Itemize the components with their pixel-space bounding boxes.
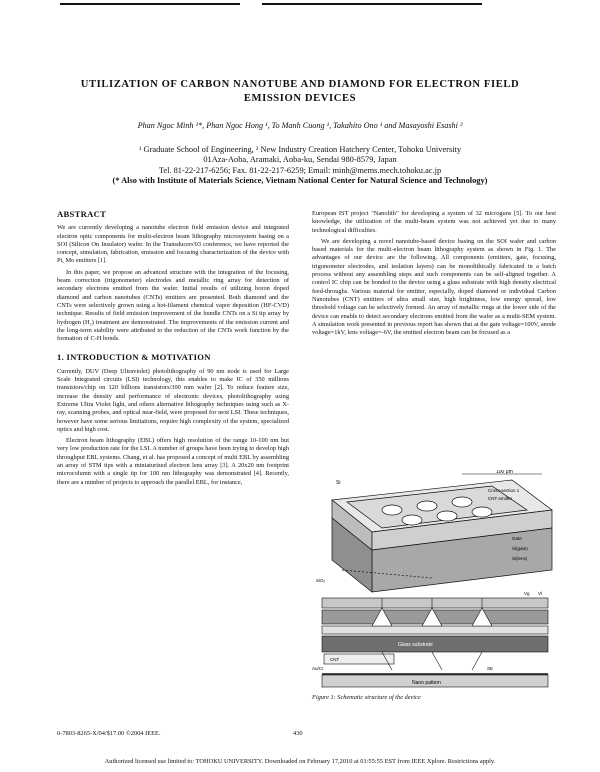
paper-title: UTILIZATION OF CARBON NANOTUBE AND DIAMOND FOR ELECTRON FIELD EMISSION DEVICES — [80, 79, 520, 104]
figure-label-top-dim: 100 μm — [496, 470, 513, 475]
body-paragraph: European IST project "Nanolith" for developing a system of 32 microguns [5]. To our best knowledge, the utilization of the multi-beam system was not achieved yet due to many technological difficulties. — [312, 210, 556, 234]
affiliation-line: ¹ Graduate School of Engineering, ² New Industry Creation Hatchery Center, Tohoku University — [138, 145, 462, 154]
top-rule-right — [262, 3, 482, 5]
affiliation-line: 01Aza-Aoba, Aramaki, Aoba-ku, Sendai 980-8579, Japan — [203, 155, 397, 165]
abstract-heading: ABSTRACT — [57, 209, 107, 219]
figure-caption: Figure 1: Schematic structure of the device — [312, 694, 421, 701]
figure-label: Cross-section 1 — [488, 488, 520, 493]
body-paragraph: We are developing a novel nanotube-based device basing on the SOI wafer and carbon based materials for the multi-electron beam lithography system as shown in Fig. 1. The advantages of our device are the following. All components (emitters, gate, focusing, trigonometer electrodes, and isolation layers) can be monolithically fabricated in a batch process without any assembling steps and such components can be self-aligned together. A control IC chip can be bonded to the device using a glass substrate with high density electrical feed-throughs. Various material for emitter, especially, doped diamond or individual Carbon Nanotubes (CNT) emitters of ultra small size, high brightness, low energy spread, low threshold voltage can be selectively formed. An array of metallic rings at the lower side of the device can enable to detect secondary electrons emitted from the wafer as a multi-SEM system. A simulation work presented in previous report has shown that at the gate voltage=100V, anode voltage=1kV, lens voltage=-6V, the emitted electron beam can be focused as a — [312, 237, 556, 337]
figure-label: CNT — [330, 657, 340, 662]
figure-label: Si(gate) — [512, 546, 528, 551]
intro-paragraph: Electron beam lithography (EBL) offers high resolution of the range 10-100 nm but very low production rate for the LSI. A number of groups have been trying to develop high throughput EBL systems. Chang, et al. has proposed a concept of multi EBL by assembling an array of STM tips with a miniaturized electron lens array [3]. A 20x20 nm footprint microcolumn with a single tip for 100 nm lithography was demonstrated [4]. Recently, there are a number of projects to approach the parallel EBL, for instance, — [57, 437, 289, 486]
affiliation-block — [40, 145, 560, 187]
figure-label: Si(lens) — [512, 556, 528, 561]
affiliation-line: (* Also with Institute of Materials Science, Vietnam National Center for Natural Science and Technology) — [112, 176, 488, 186]
author-list: Phan Ngoc Minh ¹*, Phan Ngoc Hong ¹, To Manh Cuong ¹, Takahito Ono ¹ and Masayoshi Esashi ² — [137, 121, 463, 130]
figure-label: SE — [487, 666, 494, 671]
intro-paragraph: Currently, DUV (Deep Ultraviolet) photolithography of 90 nm node is used for Large Scale Integrated circuits (LSI) technology, this enables to make IC of 350 millions transistors/chip on 120 billions transistors/300 mm wafer [2]. To reduce feature size, increase the density and performance of electronic devices, photolithography using Extreme Ultra Violet light, and others alternative lithography techniques using such as X-ray, scanning probes, and optical near-field, were proposed for next LSI. These techniques, however have some serious limitations, require high complexity of the system, specialized optics and high cost. — [57, 367, 289, 433]
affiliation-line: Tel. 81-22-217-6256; Fax. 81-22-217-6259; Email: minh@mems.mech.tohoku.ac.jp — [158, 165, 442, 175]
abstract-paragraph: In this paper, we propose an advanced structure with the integration of the focusing, beam correction (trigonometer) electrodes and metallic ring array for detection of secondary electrons emitted from the wafer. Initial results of utilizing boron doped diamond and carbon nanotubes (CNTs) emitters are presented. Both diamond and the CNTs were selectively grown using a hot-filament chemical vapor deposition (HF-CVD) technique. Results of field emission improvement of the bundle CNTs on a Si tip array by hydrogen (H₂) treatment are demonstrated. The improvements of the emission current and the long-term stability were attributed to the reduction of the CNTs work function by the formation of C-H bonds. — [57, 268, 289, 343]
cross-section-view — [322, 598, 548, 687]
figure-label: Vl — [538, 591, 543, 596]
figure-label: CNT emitter — [488, 496, 513, 501]
figure-label: Au/Cr — [312, 666, 324, 671]
license-notice: Authorized licensed use limited to: TOHOKU UNIVERSITY. Downloaded on February 17,2010 at 01:55:55 EST from IEEE Xplore. Restrictions apply. — [104, 758, 496, 765]
figure-label: Si — [336, 480, 341, 486]
intro-heading: 1. INTRODUCTION & MOTIVATION — [57, 352, 211, 363]
page-number: 430 — [293, 730, 303, 737]
figure-label: Glass substrate — [398, 642, 433, 648]
figure-label: Gate — [512, 536, 522, 541]
figure-label: Nano pattern — [412, 680, 441, 686]
top-rule-left — [60, 3, 240, 5]
right-column — [312, 210, 556, 340]
figure-label: SiO₂ — [316, 578, 326, 583]
left-column — [57, 210, 289, 490]
copyright-line: 0-7803-8265-X/04/$17.00 ©2004 IEEE. — [57, 730, 161, 737]
abstract-paragraph: We are currently developing a nanotube electron field emission device and integrated electron optic components for multi-electron beam lithography microsystem basing on a SOI (Silicon On Insulator) wafer. In the Transducers'03 conference, we have reported the concept, simulation, fabrication, emission and focusing characterization of the device with Pt, Mo emitters [1]. — [57, 224, 289, 265]
figure-label: Vg — [524, 591, 530, 596]
figure-1-schematic — [312, 470, 556, 690]
